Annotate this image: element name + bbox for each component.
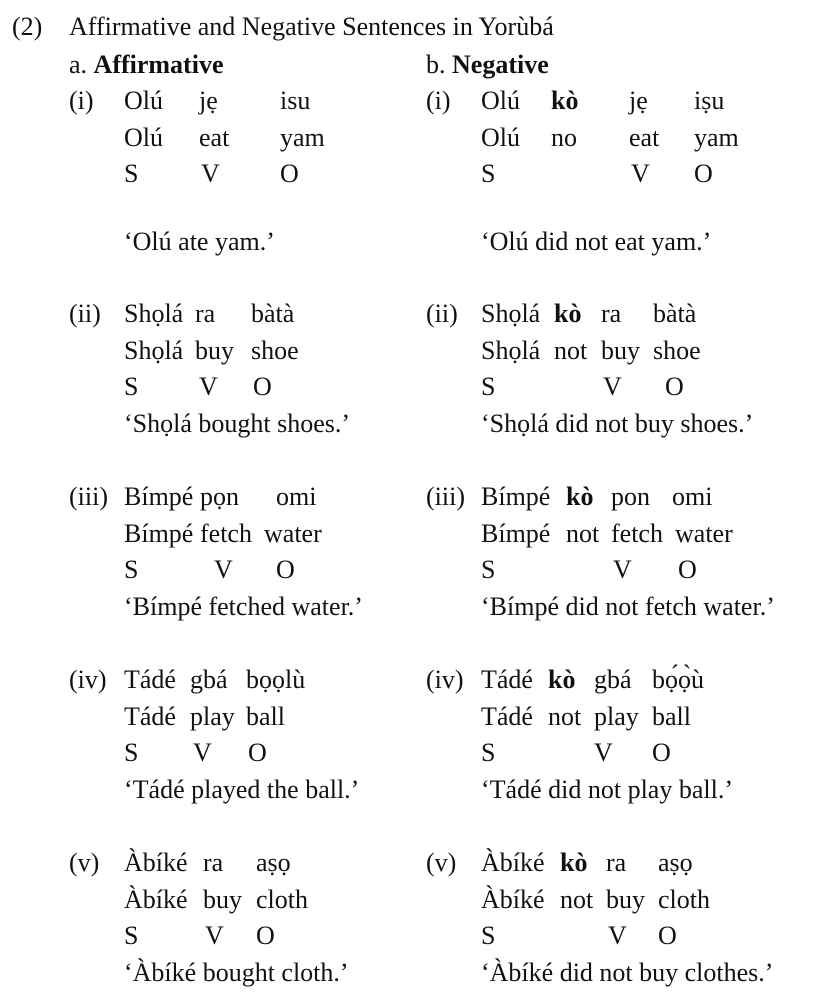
- object-marker: O: [678, 555, 697, 584]
- gloss-word: Shọlá: [481, 336, 541, 365]
- gloss-word: buy: [203, 885, 242, 914]
- yoruba-word: iṣu: [694, 86, 725, 115]
- subject-marker: S: [124, 372, 139, 401]
- object-marker: O: [280, 159, 299, 188]
- subject-marker: S: [124, 738, 139, 767]
- yoruba-word: jẹ: [629, 86, 648, 115]
- yoruba-word: Bímpé: [481, 482, 551, 511]
- translation: ‘Àbíké bought cloth.’: [124, 958, 349, 987]
- gloss-word: water: [264, 519, 322, 548]
- yoruba-word: bọ́ọ̀ù: [652, 665, 704, 694]
- yoruba-word: gbá: [190, 665, 228, 694]
- gloss-word: buy: [195, 336, 234, 365]
- translation: ‘Shọlá did not buy shoes.’: [481, 409, 754, 438]
- verb-marker: V: [199, 372, 218, 401]
- gloss-negation: no: [551, 123, 577, 152]
- column-letter: b.: [426, 50, 446, 79]
- subject-marker: S: [481, 159, 496, 188]
- verb-marker: V: [631, 159, 650, 188]
- gloss-word: buy: [601, 336, 640, 365]
- gloss-word: eat: [199, 123, 230, 152]
- yoruba-word: aṣọ: [658, 848, 693, 877]
- negation-marker: kò: [560, 848, 588, 877]
- gloss-word: yam: [694, 123, 739, 152]
- yoruba-word: bàtà: [653, 299, 697, 328]
- gloss-negation: not: [554, 336, 588, 365]
- negation-marker: kò: [566, 482, 594, 511]
- gloss-word: water: [675, 519, 733, 548]
- gloss-negation: not: [560, 885, 594, 914]
- translation: ‘Olú ate yam.’: [124, 227, 275, 256]
- column-title: Affirmative: [93, 50, 224, 79]
- yoruba-word: ra: [601, 299, 622, 328]
- example-label: (ii): [69, 299, 101, 328]
- yoruba-word: Àbíké: [124, 848, 188, 877]
- gloss-word: Àbíké: [481, 885, 545, 914]
- verb-marker: V: [608, 921, 627, 950]
- column-heading-affirmative: [69, 52, 223, 78]
- translation: ‘Àbíké did not buy clothes.’: [481, 958, 774, 987]
- object-marker: O: [665, 372, 684, 401]
- subject-marker: S: [481, 555, 496, 584]
- gloss-word: Shọlá: [124, 336, 184, 365]
- object-marker: O: [248, 738, 267, 767]
- yoruba-word: gbá: [594, 665, 632, 694]
- yoruba-word: Shọlá: [481, 299, 541, 328]
- gloss-word: shoe: [653, 336, 701, 365]
- verb-marker: V: [205, 921, 224, 950]
- gloss-word: eat: [629, 123, 660, 152]
- negation-marker: kò: [551, 86, 579, 115]
- yoruba-word: ra: [606, 848, 627, 877]
- gloss-word: Àbíké: [124, 885, 188, 914]
- translation: ‘Bímpé did not fetch water.’: [481, 592, 775, 621]
- gloss-word: Bímpé: [481, 519, 551, 548]
- gloss-negation: not: [548, 702, 582, 731]
- example-label: (iii): [426, 482, 465, 511]
- gloss-word: cloth: [256, 885, 308, 914]
- translation: ‘Tádé played the ball.’: [124, 775, 360, 804]
- gloss-negation: not: [566, 519, 600, 548]
- object-marker: O: [658, 921, 677, 950]
- yoruba-word: pọn: [200, 482, 239, 511]
- gloss-word: ball: [246, 702, 285, 731]
- object-marker: O: [256, 921, 275, 950]
- verb-marker: V: [613, 555, 632, 584]
- example-label: (i): [69, 86, 94, 115]
- object-marker: O: [253, 372, 272, 401]
- yoruba-word: omi: [276, 482, 317, 511]
- gloss-word: Tádé: [481, 702, 533, 731]
- object-marker: O: [276, 555, 295, 584]
- example-label: (ii): [426, 299, 458, 328]
- object-marker: O: [694, 159, 713, 188]
- subject-marker: S: [481, 738, 496, 767]
- yoruba-word: aṣọ: [256, 848, 291, 877]
- subject-marker: S: [124, 555, 139, 584]
- gloss-word: play: [594, 702, 639, 731]
- object-marker: O: [652, 738, 671, 767]
- subject-marker: S: [124, 159, 139, 188]
- subject-marker: S: [124, 921, 139, 950]
- example-label: (iv): [426, 665, 464, 694]
- example-label: (v): [69, 848, 100, 877]
- yoruba-word: isu: [280, 86, 311, 115]
- yoruba-word: bàtà: [251, 299, 295, 328]
- gloss-word: Tádé: [124, 702, 176, 731]
- yoruba-word: jẹ: [199, 86, 218, 115]
- yoruba-word: Tádé: [124, 665, 176, 694]
- yoruba-word: Tádé: [481, 665, 533, 694]
- example-label: (iii): [69, 482, 108, 511]
- gloss-word: cloth: [658, 885, 710, 914]
- column-letter: a.: [69, 50, 88, 79]
- translation: ‘Shọlá bought shoes.’: [124, 409, 351, 438]
- example-label: (v): [426, 848, 457, 877]
- gloss-word: shoe: [251, 336, 299, 365]
- column-title: Negative: [452, 50, 549, 79]
- yoruba-word: Olú: [481, 86, 520, 115]
- yoruba-word: bọọlù: [246, 665, 306, 694]
- yoruba-word: Shọlá: [124, 299, 184, 328]
- yoruba-word: Àbíké: [481, 848, 545, 877]
- gloss-word: Bímpé: [124, 519, 194, 548]
- subject-marker: S: [481, 921, 496, 950]
- gloss-word: buy: [606, 885, 645, 914]
- translation: ‘Bímpé fetched water.’: [124, 592, 363, 621]
- translation: ‘Tádé did not play ball.’: [481, 775, 733, 804]
- translation: ‘Olú did not eat yam.’: [481, 227, 712, 256]
- negation-marker: kò: [548, 665, 576, 694]
- gloss-word: fetch: [200, 519, 252, 548]
- verb-marker: V: [594, 738, 613, 767]
- yoruba-word: ra: [195, 299, 216, 328]
- example-label: (i): [426, 86, 451, 115]
- yoruba-word: pon: [611, 482, 650, 511]
- gloss-word: ball: [652, 702, 691, 731]
- yoruba-word: omi: [672, 482, 713, 511]
- gloss-word: Olú: [124, 123, 163, 152]
- gloss-word: yam: [280, 123, 325, 152]
- gloss-word: Olú: [481, 123, 520, 152]
- example-label: (iv): [69, 665, 107, 694]
- negation-marker: kò: [554, 299, 582, 328]
- column-heading-negative: [426, 52, 549, 78]
- example-title: Affirmative and Negative Sentences in Yorùbá: [69, 12, 554, 41]
- yoruba-word: ra: [203, 848, 224, 877]
- gloss-word: fetch: [611, 519, 663, 548]
- yoruba-word: Bímpé: [124, 482, 194, 511]
- verb-marker: V: [603, 372, 622, 401]
- example-number: (2): [12, 12, 43, 41]
- verb-marker: V: [201, 159, 220, 188]
- yoruba-word: Olú: [124, 86, 163, 115]
- verb-marker: V: [193, 738, 212, 767]
- subject-marker: S: [481, 372, 496, 401]
- gloss-word: play: [190, 702, 235, 731]
- verb-marker: V: [214, 555, 233, 584]
